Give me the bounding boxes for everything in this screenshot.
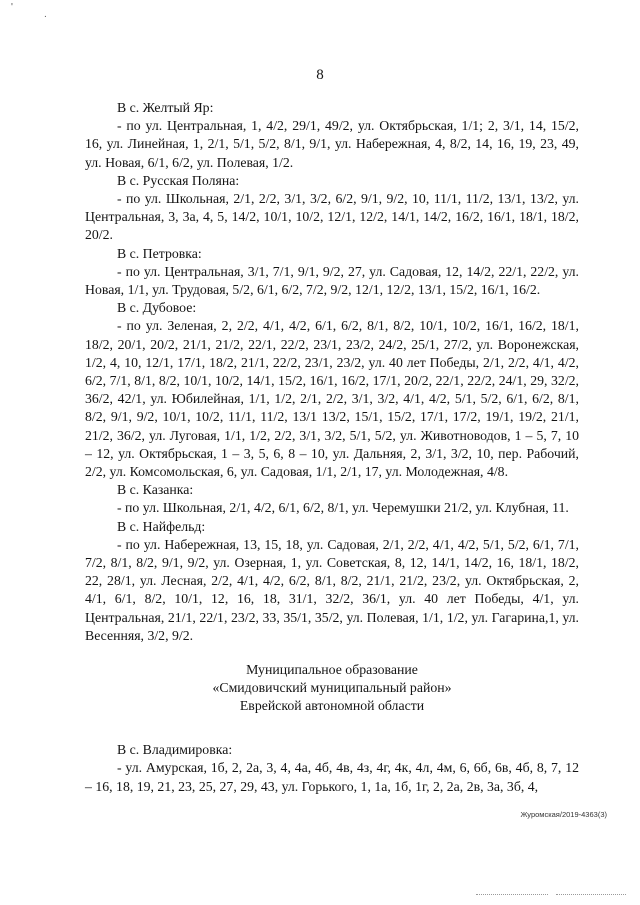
section-address-list: - по ул. Центральная, 3/1, 7/1, 9/1, 9/2, 27, ул. Садовая, 12, 14/2, 22/1, 22/2, ул. Новая, 1/1, ул. Трудовая, 5/2, 6/1, 6/2, 7/2, 9/2, 12/1, 12/2, 13/1, 15/2, 16/1, 16/2. — [85, 263, 579, 298]
page-number: 8 — [316, 67, 324, 83]
section-vladimirovka — [85, 741, 579, 796]
footer-dotted-line — [556, 894, 626, 895]
municipality-line: Муниципальное образование — [246, 662, 418, 678]
section-address-list: - по ул. Школьная, 2/1, 2/2, 3/1, 3/2, 6/2, 9/1, 9/2, 10, 11/1, 11/2, 13/1, 13/2, ул. Центральная, 3, 3а, 4, 5, 14/2, 10/1, 10/2, 12/1, 12/2, 14/1, 14/2, 16/2, 16/1, 18/1, 18/2, 20/2. — [85, 191, 579, 243]
municipality-title — [85, 661, 579, 715]
section-heading: В с. Петровка: — [117, 245, 202, 261]
municipality-line: Еврейской автономной области — [239, 698, 425, 714]
section-address-list: - ул. Амурская, 1б, 2, 2а, 3, 4, 4а, 4б, 4в, 4з, 4г, 4к, 4л, 4м, 6, 6б, 6в, 4б, 8, 7, 12 – 16, 18, 19, 21, 23, 25, 27, 29, 43, ул. Горького, 1, 1а, 1б, 1г, 2, 2а, 2в, 3а, 3б, 4, — [85, 760, 579, 794]
section-nayfeld — [85, 518, 579, 645]
spacer — [85, 729, 579, 741]
section-heading: В с. Найфельд: — [117, 518, 206, 534]
section-heading: В с. Желтый Яр: — [117, 100, 214, 115]
footer-dotted-line — [476, 894, 548, 895]
section-address-list: - по ул. Зеленая, 2, 2/2, 4/1, 4/2, 6/1, 6/2, 8/1, 8/2, 10/1, 10/2, 16/1, 16/2, 18/1, 18/2, 20/1, 20/2, 21/1, 21/2, 22/1, 22/2, 23/1, 23/2, 24/2, 25/1, 27/2, ул. Воронежская, 1/2, 4, 10, 12/1, 17/1, 18/2, 21/1, 22/2, 23/1, 23/2, ул. 40 лет Победы, 2/1, 2/2, 4/1, 4/2, 6/2, 7/1, 8/1, 8/2, 10/1, 10/2, 14/1, 15/2, 16/1, 16/2, 17/1, 20/2, 22/1, 22/2, 24/1, 29, 32/2, 36/2, 42/1, ул. Юбилейная, 1/1, 1/2, 2/1, 2/2, 3/1, 3/2, 4/1, 4/2, 5/1, 5/2, 6/1, 6/2, 8/1, 8/2, 9/1, 9/2, 10/1, 10/2, 11/1, 11/2, 13/1 13/2, 15/1, 15/2, 17/1, 17/2, 19/1, 19/2, 21/1, 21/2, 36/2, ул. Луговая, 1/1, 1/2, 2/2, 3/1, 3/2, 5/1, 5/2, ул. Животноводов, 1 – 5, 7, 10 – 12, ул. Октябрьская, 1 – 3, 5, 6, 8 – 10, ул. Дальняя, 2, 3/1, 3/2, 10, пер. Рабочий, 2/2, ул. Комсомольская, 6, ул. Садовая, 1/1, 2/1, 17, ул. Молодежная, 4/8. — [85, 318, 579, 480]
section-heading: В с. Владимировка: — [117, 742, 233, 758]
section-dubovoe — [85, 299, 579, 481]
section-heading: В с. Русская Поляна: — [117, 172, 240, 188]
section-heading: В с. Казанка: — [117, 482, 194, 498]
section-petrovka — [85, 245, 579, 300]
municipality-line: «Смидовичский муниципальный район» — [212, 680, 452, 696]
section-address-list: - по ул. Набережная, 13, 15, 18, ул. Садовая, 2/1, 2/2, 4/1, 4/2, 5/1, 5/2, 6/1, 7/1, 7/2, 8/1, 8/2, 9/1, 9/2, ул. Озерная, 1, ул. Советская, 8, 12, 14/1, 14/2, 16, 18/1, 18/2, 22, 28/1, ул. Лесная, 2/2, 4/1, 4/2, 6/2, 8/1, 8/2, 21/1, 21/2, 23/2, ул. Октябрьская, 2, 4/1, 6/1, 8/2, 10/1, 12, 16, 18, 31/1, 32/2, 36/1, ул. 40 лет Победы, 4/1, ул. Центральная, 21/1, 22/1, 23/2, 33, 35/1, 35/2, ул. Полевая, 1/1, 1/2, ул. Гагарина,1, ул. Весенняя, 3/2, 9/2. — [85, 536, 579, 643]
section-address-list: - по ул. Школьная, 2/1, 4/2, 6/1, 6/2, 8/1, ул. Черемушки 21/2, ул. Клубная, 11. — [117, 500, 569, 516]
document-body — [85, 99, 579, 796]
corner-mark-dot: . — [44, 9, 47, 20]
section-zheltyy-yar — [85, 99, 579, 172]
corner-mark-apostrophe: ' — [11, 2, 13, 13]
section-heading: В с. Дубовое: — [117, 300, 197, 316]
section-address-list: - по ул. Центральная, 1, 4/2, 29/1, 49/2, ул. Октябрьская, 1/1; 2, 3/1, 14, 15/2, 16, ул. Линейная, 1, 2/1, 5/1, 5/2, 8/1, 9/1, ул. Набережная, 4, 8/2, 14, 16, 19, 23, 49, ул. Новая, 6/1, 6/2, ул. Полевая, 1/2. — [85, 118, 579, 170]
document-code: Журомская/2019-4363(3) — [520, 810, 607, 819]
section-russkaya-polyana — [85, 172, 579, 245]
section-kazanka — [85, 481, 579, 517]
